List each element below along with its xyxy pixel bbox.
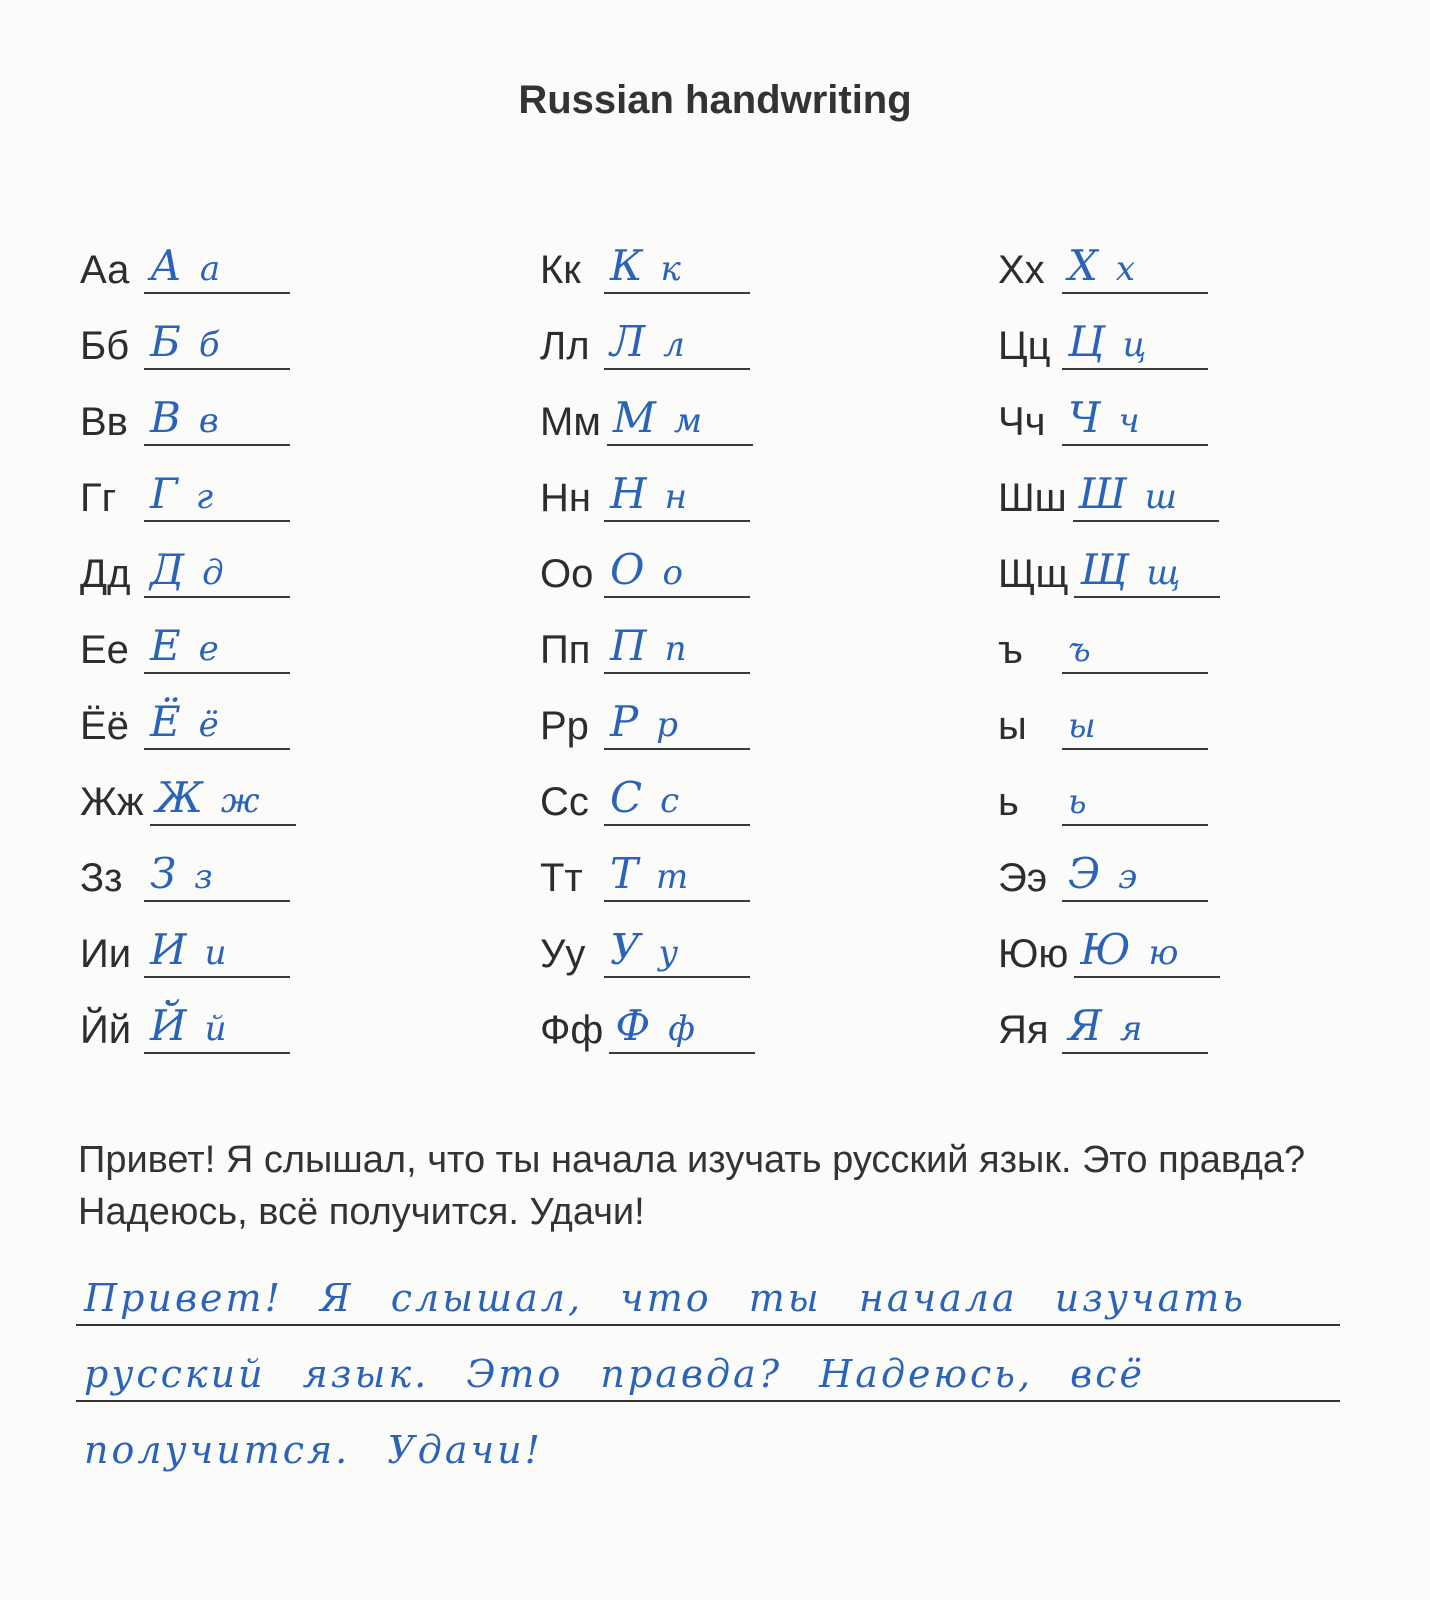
cursive-letter: [610, 773, 687, 822]
letter-row: [80, 678, 500, 754]
cursive-uppercase: Е: [150, 621, 189, 670]
letter-row: [998, 754, 1418, 830]
cursive-lowercase: я: [1119, 1009, 1151, 1049]
cursive-lowercase: т: [656, 857, 697, 897]
cursive-lowercase: в: [198, 401, 227, 441]
letter-row: [80, 450, 500, 526]
printed-letter: Бб: [80, 324, 130, 368]
writing-line: [144, 390, 290, 446]
cursive-letter: [1068, 706, 1104, 746]
cursive-lowercase: ё: [198, 705, 227, 745]
letter-row: [540, 526, 960, 602]
handwriting-line: [76, 1402, 1340, 1476]
printed-letter: ь: [998, 780, 1019, 824]
cursive-uppercase: Ж: [155, 773, 211, 822]
printed-letter: Оо: [540, 552, 594, 596]
printed-letter: Цц: [998, 324, 1051, 368]
cursive-uppercase: З: [150, 849, 185, 898]
cursive-uppercase: Ш: [1078, 469, 1135, 518]
writing-line: [1062, 846, 1208, 902]
writing-line: [144, 846, 290, 902]
printed-letter: Шш: [998, 476, 1067, 520]
cursive-uppercase: Д: [150, 545, 193, 594]
writing-line: [144, 238, 290, 294]
cursive-uppercase: В: [150, 393, 189, 442]
cursive-letter: [150, 545, 232, 594]
cursive-lowercase: ц: [1122, 325, 1155, 365]
cursive-uppercase: Ю: [1080, 925, 1139, 974]
writing-line: [604, 314, 750, 370]
cursive-uppercase: Ф: [615, 1001, 659, 1050]
cursive-lowercase: ъ: [1068, 630, 1099, 670]
writing-line: [144, 694, 290, 750]
cursive-uppercase: Х: [1068, 241, 1106, 290]
printed-letter: Рр: [540, 704, 589, 748]
printed-letter: Уу: [540, 932, 586, 976]
letter-row: [998, 830, 1418, 906]
cursive-lowercase: ю: [1148, 933, 1187, 973]
cursive-uppercase: Р: [610, 697, 647, 746]
cursive-uppercase: Т: [610, 849, 647, 898]
printed-letter: Ии: [80, 932, 132, 976]
cursive-lowercase: щ: [1146, 553, 1189, 593]
handwritten-text: получится. Удачи!: [84, 1428, 543, 1472]
writing-line: [1062, 390, 1208, 446]
writing-line: [604, 770, 750, 826]
cursive-letter: [150, 1001, 235, 1050]
writing-line: [1073, 466, 1219, 522]
printed-sentence: Привет! Я слышал, что ты начала изучать русский язык. Это правда? Надеюсь, всё получится. Удачи!: [78, 1139, 1306, 1233]
printed-letter: ы: [998, 704, 1027, 748]
printed-letter: Жж: [80, 780, 144, 824]
letter-row: [540, 906, 960, 982]
cursive-uppercase: И: [150, 925, 195, 974]
cursive-letter: [150, 393, 227, 442]
cursive-lowercase: г: [195, 477, 221, 517]
cursive-letter: [1068, 241, 1143, 290]
writing-line: [1062, 998, 1208, 1054]
writing-line: [604, 922, 750, 978]
writing-line: [144, 922, 290, 978]
cursive-lowercase: ч: [1118, 401, 1148, 441]
letter-row: [540, 222, 960, 298]
letter-row: [80, 754, 500, 830]
letter-row: [998, 298, 1418, 374]
cursive-lowercase: э: [1118, 857, 1146, 897]
writing-line: [1062, 314, 1208, 370]
printed-letter: Зз: [80, 856, 123, 900]
cursive-uppercase: Г: [150, 469, 186, 518]
writing-line: [604, 618, 750, 674]
cursive-letter: [150, 621, 227, 670]
writing-line: [1062, 770, 1208, 826]
handwritten-text: Привет! Я слышал, что ты начала изучать: [84, 1276, 1246, 1320]
printed-letter: Аа: [80, 248, 130, 292]
cursive-lowercase: ы: [1068, 706, 1104, 746]
letter-row: [998, 906, 1418, 982]
cursive-letter: [610, 925, 686, 974]
cursive-letter: [150, 241, 228, 290]
letter-row: [540, 678, 960, 754]
printed-letter: Юю: [998, 932, 1069, 976]
cursive-lowercase: ь: [1068, 782, 1095, 822]
cursive-uppercase: Л: [610, 317, 654, 366]
writing-line: [144, 314, 290, 370]
cursive-lowercase: б: [198, 325, 228, 365]
writing-line: [607, 390, 753, 446]
cursive-letter: [150, 925, 235, 974]
cursive-uppercase: П: [610, 621, 655, 670]
cursive-letter: [610, 317, 693, 366]
cursive-lowercase: о: [662, 553, 691, 593]
letter-row: [998, 374, 1418, 450]
cursive-letter: [1068, 630, 1099, 670]
handwriting-line: [76, 1250, 1340, 1326]
letter-row: [998, 222, 1418, 298]
cursive-letter: [613, 393, 710, 442]
cursive-uppercase: Я: [1068, 1001, 1110, 1050]
cursive-uppercase: Ц: [1068, 317, 1113, 366]
cursive-lowercase: л: [663, 325, 693, 365]
cursive-letter: [610, 697, 686, 746]
printed-letter: Йй: [80, 1008, 132, 1052]
printed-letter: Гг: [80, 476, 117, 520]
cursive-uppercase: Б: [150, 317, 189, 366]
cursive-letter: [150, 469, 221, 518]
cursive-letter: [610, 621, 695, 670]
cursive-letter: [1068, 393, 1148, 442]
letter-row: [80, 222, 500, 298]
printed-letter: Тт: [540, 856, 583, 900]
letter-row: [998, 602, 1418, 678]
letter-row: [80, 982, 500, 1058]
cursive-letter: [150, 697, 227, 746]
letter-row: [540, 754, 960, 830]
cursive-uppercase: К: [610, 241, 651, 290]
printed-letter: Пп: [540, 628, 591, 672]
cursive-lowercase: у: [658, 933, 687, 973]
writing-line: [604, 238, 750, 294]
cursive-letter: [150, 317, 228, 366]
writing-line: [1062, 618, 1208, 674]
cursive-letter: [610, 241, 689, 290]
printed-letter: Ее: [80, 628, 129, 672]
page-title: Russian handwriting: [518, 78, 912, 122]
letter-row: [998, 678, 1418, 754]
cursive-letter: [610, 849, 696, 898]
cursive-letter: [156, 773, 268, 822]
cursive-lowercase: р: [656, 705, 687, 745]
cursive-lowercase: х: [1115, 249, 1144, 289]
cursive-lowercase: ш: [1144, 477, 1185, 517]
cursive-uppercase: А: [150, 241, 190, 290]
letter-row: [998, 526, 1418, 602]
cursive-letter: [1068, 1001, 1150, 1050]
letter-row: [80, 602, 500, 678]
writing-line: [604, 542, 750, 598]
cursive-uppercase: О: [610, 545, 653, 594]
writing-line: [604, 846, 750, 902]
cursive-lowercase: и: [204, 933, 235, 973]
writing-line: [150, 770, 296, 826]
alphabet-column-1: [80, 222, 500, 1058]
cursive-letter: [1068, 317, 1154, 366]
cursive-uppercase: Щ: [1080, 545, 1137, 594]
letter-row: [540, 374, 960, 450]
cursive-lowercase: н: [664, 477, 696, 517]
alphabet-column-2: [540, 222, 960, 1058]
writing-line: [144, 542, 290, 598]
handwriting-line: [76, 1326, 1340, 1402]
printed-letter: Нн: [540, 476, 591, 520]
cursive-uppercase: Н: [610, 469, 655, 518]
cursive-lowercase: с: [660, 781, 688, 821]
cursive-lowercase: а: [199, 249, 229, 289]
cursive-uppercase: У: [610, 925, 649, 974]
printed-letter: Ёё: [80, 704, 129, 748]
cursive-lowercase: д: [202, 553, 232, 593]
printed-letter: Сс: [540, 780, 589, 824]
cursive-letter: [1068, 849, 1145, 898]
cursive-lowercase: й: [204, 1009, 235, 1049]
cursive-letter: [610, 545, 691, 594]
letter-row: [80, 374, 500, 450]
letter-row: [998, 982, 1418, 1058]
writing-line: [1062, 694, 1208, 750]
writing-line: [144, 466, 290, 522]
letter-row: [80, 906, 500, 982]
printed-letter: Вв: [80, 400, 128, 444]
cursive-uppercase: Э: [1068, 849, 1109, 898]
printed-letter: Лл: [540, 324, 590, 368]
cursive-lowercase: к: [660, 249, 689, 289]
letter-row: [540, 982, 960, 1058]
cursive-uppercase: М: [612, 393, 664, 442]
cursive-letter: [150, 849, 221, 898]
cursive-letter: [1080, 545, 1188, 594]
writing-line: [1074, 922, 1220, 978]
writing-line: [1062, 238, 1208, 294]
writing-line: [144, 998, 290, 1054]
printed-letter: Дд: [80, 552, 131, 596]
cursive-lowercase: ф: [668, 1009, 703, 1049]
cursive-lowercase: м: [673, 401, 711, 441]
printed-letter: Фф: [540, 1008, 604, 1052]
letter-row: [540, 830, 960, 906]
letter-row: [80, 298, 500, 374]
printed-letter: Щщ: [998, 552, 1069, 596]
writing-line: [604, 694, 750, 750]
writing-line: [609, 998, 755, 1054]
cursive-uppercase: Ч: [1068, 393, 1109, 442]
cursive-lowercase: е: [198, 629, 227, 669]
cursive-lowercase: з: [194, 857, 221, 897]
writing-line: [604, 466, 750, 522]
letter-row: [540, 298, 960, 374]
handwritten-text: русский язык. Это правда? Надеюсь, всё: [84, 1352, 1146, 1396]
letter-row: [998, 450, 1418, 526]
printed-letter: Ээ: [998, 856, 1048, 900]
writing-line: [144, 618, 290, 674]
cursive-uppercase: С: [610, 773, 651, 822]
cursive-letter: [610, 469, 695, 518]
cursive-uppercase: Й: [150, 1001, 195, 1050]
letter-row: [80, 830, 500, 906]
printed-letter: Мм: [540, 400, 601, 444]
cursive-letter: [1079, 469, 1185, 518]
cursive-lowercase: ж: [220, 781, 268, 821]
writing-line: [1074, 542, 1220, 598]
printed-letter: Яя: [998, 1008, 1049, 1052]
cursive-letter: [1068, 782, 1095, 822]
cursive-uppercase: Ё: [150, 697, 189, 746]
cursive-lowercase: п: [664, 629, 695, 669]
printed-letter: Чч: [998, 400, 1046, 444]
handwritten-sentence: [76, 1250, 1340, 1476]
letter-row: [540, 602, 960, 678]
letter-row: [540, 450, 960, 526]
letter-row: [80, 526, 500, 602]
alphabet-column-3: [998, 222, 1418, 1058]
printed-letter: ъ: [998, 628, 1023, 672]
printed-letter: Хх: [998, 248, 1045, 292]
cursive-letter: [1080, 925, 1186, 974]
cursive-letter: [615, 1001, 703, 1050]
printed-letter: Кк: [540, 248, 581, 292]
